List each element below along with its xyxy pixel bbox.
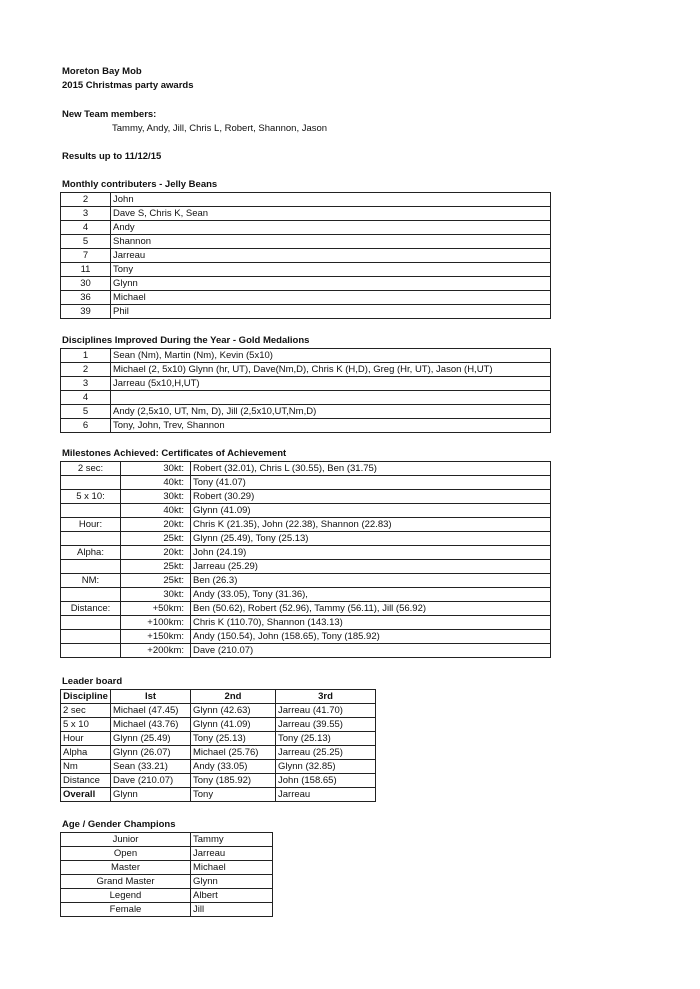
milestones-table [60,461,551,658]
medalion-names: Michael (2, 5x10) Glynn (hr, UT), Dave(Nm,D), Chris K (H,D), Greg (Hr, UT), Jason (H,UT) [111,363,551,377]
milestones-heading: Milestones Achieved: Certificates of Achievement [62,448,287,459]
leader-board-row [61,774,376,788]
milestone-row [61,546,551,560]
champion-row [61,861,273,875]
champion-category: Female [61,903,191,917]
leader-first-place: Sean (33.21) [111,760,191,774]
champion-name: Albert [191,889,273,903]
champion-name: Jill [191,903,273,917]
disciplines-count: 4 [61,391,111,405]
contributor-names: Shannon [111,235,551,249]
contribution-count: 3 [61,207,111,221]
champions-heading: Age / Gender Champions [62,819,176,830]
contribution-count: 39 [61,305,111,319]
leader-third-place: Tony (25.13) [276,732,376,746]
champion-name: Jarreau [191,847,273,861]
milestone-speed: +150km: [121,630,191,644]
milestone-row [61,462,551,476]
milestone-discipline: Alpha: [61,546,121,560]
jelly-beans-table [60,192,551,319]
champion-row [61,875,273,889]
leader-board-row [61,718,376,732]
milestone-discipline: 2 sec: [61,462,121,476]
milestone-discipline [61,476,121,490]
milestone-speed: +50km: [121,602,191,616]
milestone-speed: 25kt: [121,532,191,546]
leader-board-row [61,788,376,802]
contribution-count: 4 [61,221,111,235]
gold-medalions-row [61,349,551,363]
leader-third-place: Glynn (32.85) [276,760,376,774]
milestone-row [61,560,551,574]
milestone-speed: 25kt: [121,560,191,574]
new-members-list: Tammy, Andy, Jill, Chris L, Robert, Shannon, Jason [112,123,328,134]
milestone-row [61,504,551,518]
gold-medalions-row [61,363,551,377]
results-heading: Results up to 11/12/15 [62,151,162,162]
milestone-speed: 20kt: [121,518,191,532]
milestone-discipline: Distance: [61,602,121,616]
jelly-beans-row [61,249,551,263]
jelly-beans-row [61,277,551,291]
leader-first-place: Michael (43.76) [111,718,191,732]
milestone-names: Chris K (110.70), Shannon (143.13) [191,616,551,630]
gold-medalions-row [61,391,551,405]
medalion-names: Sean (Nm), Martin (Nm), Kevin (5x10) [111,349,551,363]
leader-board-table [60,689,376,802]
champion-name: Tammy [191,833,273,847]
leader-third-place: John (158.65) [276,774,376,788]
leader-discipline: Alpha [61,746,111,760]
disciplines-count: 5 [61,405,111,419]
contribution-count: 30 [61,277,111,291]
milestone-row [61,616,551,630]
leader-board-row [61,746,376,760]
leader-board-row [61,732,376,746]
contribution-count: 5 [61,235,111,249]
champion-row [61,889,273,903]
leader-third-place: Jarreau (41.70) [276,704,376,718]
milestone-speed: 40kt: [121,476,191,490]
milestone-names: Tony (41.07) [191,476,551,490]
champion-name: Michael [191,861,273,875]
milestone-names: Glynn (25.49), Tony (25.13) [191,532,551,546]
contributor-names: Phil [111,305,551,319]
contributor-names: Tony [111,263,551,277]
milestone-discipline [61,588,121,602]
contributor-names: Michael [111,291,551,305]
milestone-names: Glynn (41.09) [191,504,551,518]
leader-second-place: Tony [191,788,276,802]
gold-medalions-row [61,405,551,419]
milestone-discipline [61,616,121,630]
leader-discipline: Hour [61,732,111,746]
disciplines-count: 6 [61,419,111,433]
milestone-discipline [61,630,121,644]
gold-medalions-row [61,377,551,391]
milestone-discipline [61,532,121,546]
leader-first-place: Glynn (25.49) [111,732,191,746]
champion-row [61,847,273,861]
leader-board-column-header: Ist [111,690,191,704]
jelly-beans-heading: Monthly contributers - Jelly Beans [62,179,218,190]
milestone-names: Robert (30.29) [191,490,551,504]
contribution-count: 11 [61,263,111,277]
leader-board-column-header: 2nd [191,690,276,704]
jelly-beans-row [61,207,551,221]
champions-table [60,832,273,917]
leader-board-row [61,704,376,718]
champion-category: Legend [61,889,191,903]
jelly-beans-row [61,235,551,249]
milestone-row [61,490,551,504]
leader-second-place: Glynn (41.09) [191,718,276,732]
contribution-count: 36 [61,291,111,305]
disciplines-count: 3 [61,377,111,391]
jelly-beans-row [61,193,551,207]
document-subtitle: 2015 Christmas party awards [62,80,194,91]
leader-discipline: 5 x 10 [61,718,111,732]
leader-third-place: Jarreau (25.25) [276,746,376,760]
leader-board-header-row [61,690,376,704]
leader-second-place: Tony (185.92) [191,774,276,788]
medalion-names: Jarreau (5x10,H,UT) [111,377,551,391]
leader-first-place: Glynn (26.07) [111,746,191,760]
champion-category: Open [61,847,191,861]
milestone-speed: +100km: [121,616,191,630]
milestone-names: John (24.19) [191,546,551,560]
champion-category: Master [61,861,191,875]
medalion-names: Tony, John, Trev, Shannon [111,419,551,433]
milestone-speed: 20kt: [121,546,191,560]
leader-third-place: Jarreau [276,788,376,802]
milestone-speed: 30kt: [121,588,191,602]
leader-second-place: Tony (25.13) [191,732,276,746]
gold-medalions-heading: Disciplines Improved During the Year - Gold Medalions [62,335,310,346]
leader-board-row [61,760,376,774]
milestone-names: Andy (150.54), John (158.65), Tony (185.92) [191,630,551,644]
leader-third-place: Jarreau (39.55) [276,718,376,732]
club-title: Moreton Bay Mob [62,66,142,77]
leader-second-place: Michael (25.76) [191,746,276,760]
milestone-row [61,588,551,602]
milestone-names: Robert (32.01), Chris L (30.55), Ben (31.75) [191,462,551,476]
contribution-count: 7 [61,249,111,263]
new-members-heading: New Team members: [62,109,157,120]
milestone-discipline [61,644,121,658]
jelly-beans-row [61,291,551,305]
contributor-names: Glynn [111,277,551,291]
contributor-names: Andy [111,221,551,235]
champion-row [61,903,273,917]
milestone-speed: 40kt: [121,504,191,518]
contributor-names: Jarreau [111,249,551,263]
champion-row [61,833,273,847]
leader-second-place: Andy (33.05) [191,760,276,774]
champion-category: Junior [61,833,191,847]
milestone-discipline [61,504,121,518]
leader-board-column-header: 3rd [276,690,376,704]
leader-discipline: Nm [61,760,111,774]
milestone-names: Ben (50.62), Robert (52.96), Tammy (56.11), Jill (56.92) [191,602,551,616]
milestone-names: Andy (33.05), Tony (31.36), [191,588,551,602]
milestone-speed: +200km: [121,644,191,658]
contributor-names: John [111,193,551,207]
leader-board-heading: Leader board [62,676,123,687]
leader-first-place: Dave (210.07) [111,774,191,788]
milestone-discipline [61,560,121,574]
jelly-beans-row [61,221,551,235]
leader-board-column-header: Discipline [61,690,111,704]
milestone-row [61,574,551,588]
jelly-beans-row [61,305,551,319]
champion-category: Grand Master [61,875,191,889]
leader-first-place: Michael (47.45) [111,704,191,718]
milestone-discipline: Hour: [61,518,121,532]
leader-second-place: Glynn (42.63) [191,704,276,718]
milestone-discipline: NM: [61,574,121,588]
contribution-count: 2 [61,193,111,207]
gold-medalions-row [61,419,551,433]
milestone-names: Ben (26.3) [191,574,551,588]
disciplines-count: 2 [61,363,111,377]
milestone-speed: 30kt: [121,490,191,504]
milestone-names: Dave (210.07) [191,644,551,658]
leader-discipline: 2 sec [61,704,111,718]
milestone-speed: 30kt: [121,462,191,476]
disciplines-count: 1 [61,349,111,363]
milestone-row [61,644,551,658]
milestone-row [61,476,551,490]
champion-name: Glynn [191,875,273,889]
milestone-names: Jarreau (25.29) [191,560,551,574]
milestone-speed: 25kt: [121,574,191,588]
milestone-discipline: 5 x 10: [61,490,121,504]
milestone-row [61,602,551,616]
leader-discipline: Distance [61,774,111,788]
milestone-row [61,518,551,532]
milestone-names: Chris K (21.35), John (22.38), Shannon (22.83) [191,518,551,532]
milestone-row [61,532,551,546]
leader-discipline: Overall [61,788,111,802]
leader-first-place: Glynn [111,788,191,802]
gold-medalions-table [60,348,551,433]
milestone-row [61,630,551,644]
medalion-names: Andy (2,5x10, UT, Nm, D), Jill (2,5x10,UT,Nm,D) [111,405,551,419]
jelly-beans-row [61,263,551,277]
contributor-names: Dave S, Chris K, Sean [111,207,551,221]
medalion-names [111,391,551,405]
